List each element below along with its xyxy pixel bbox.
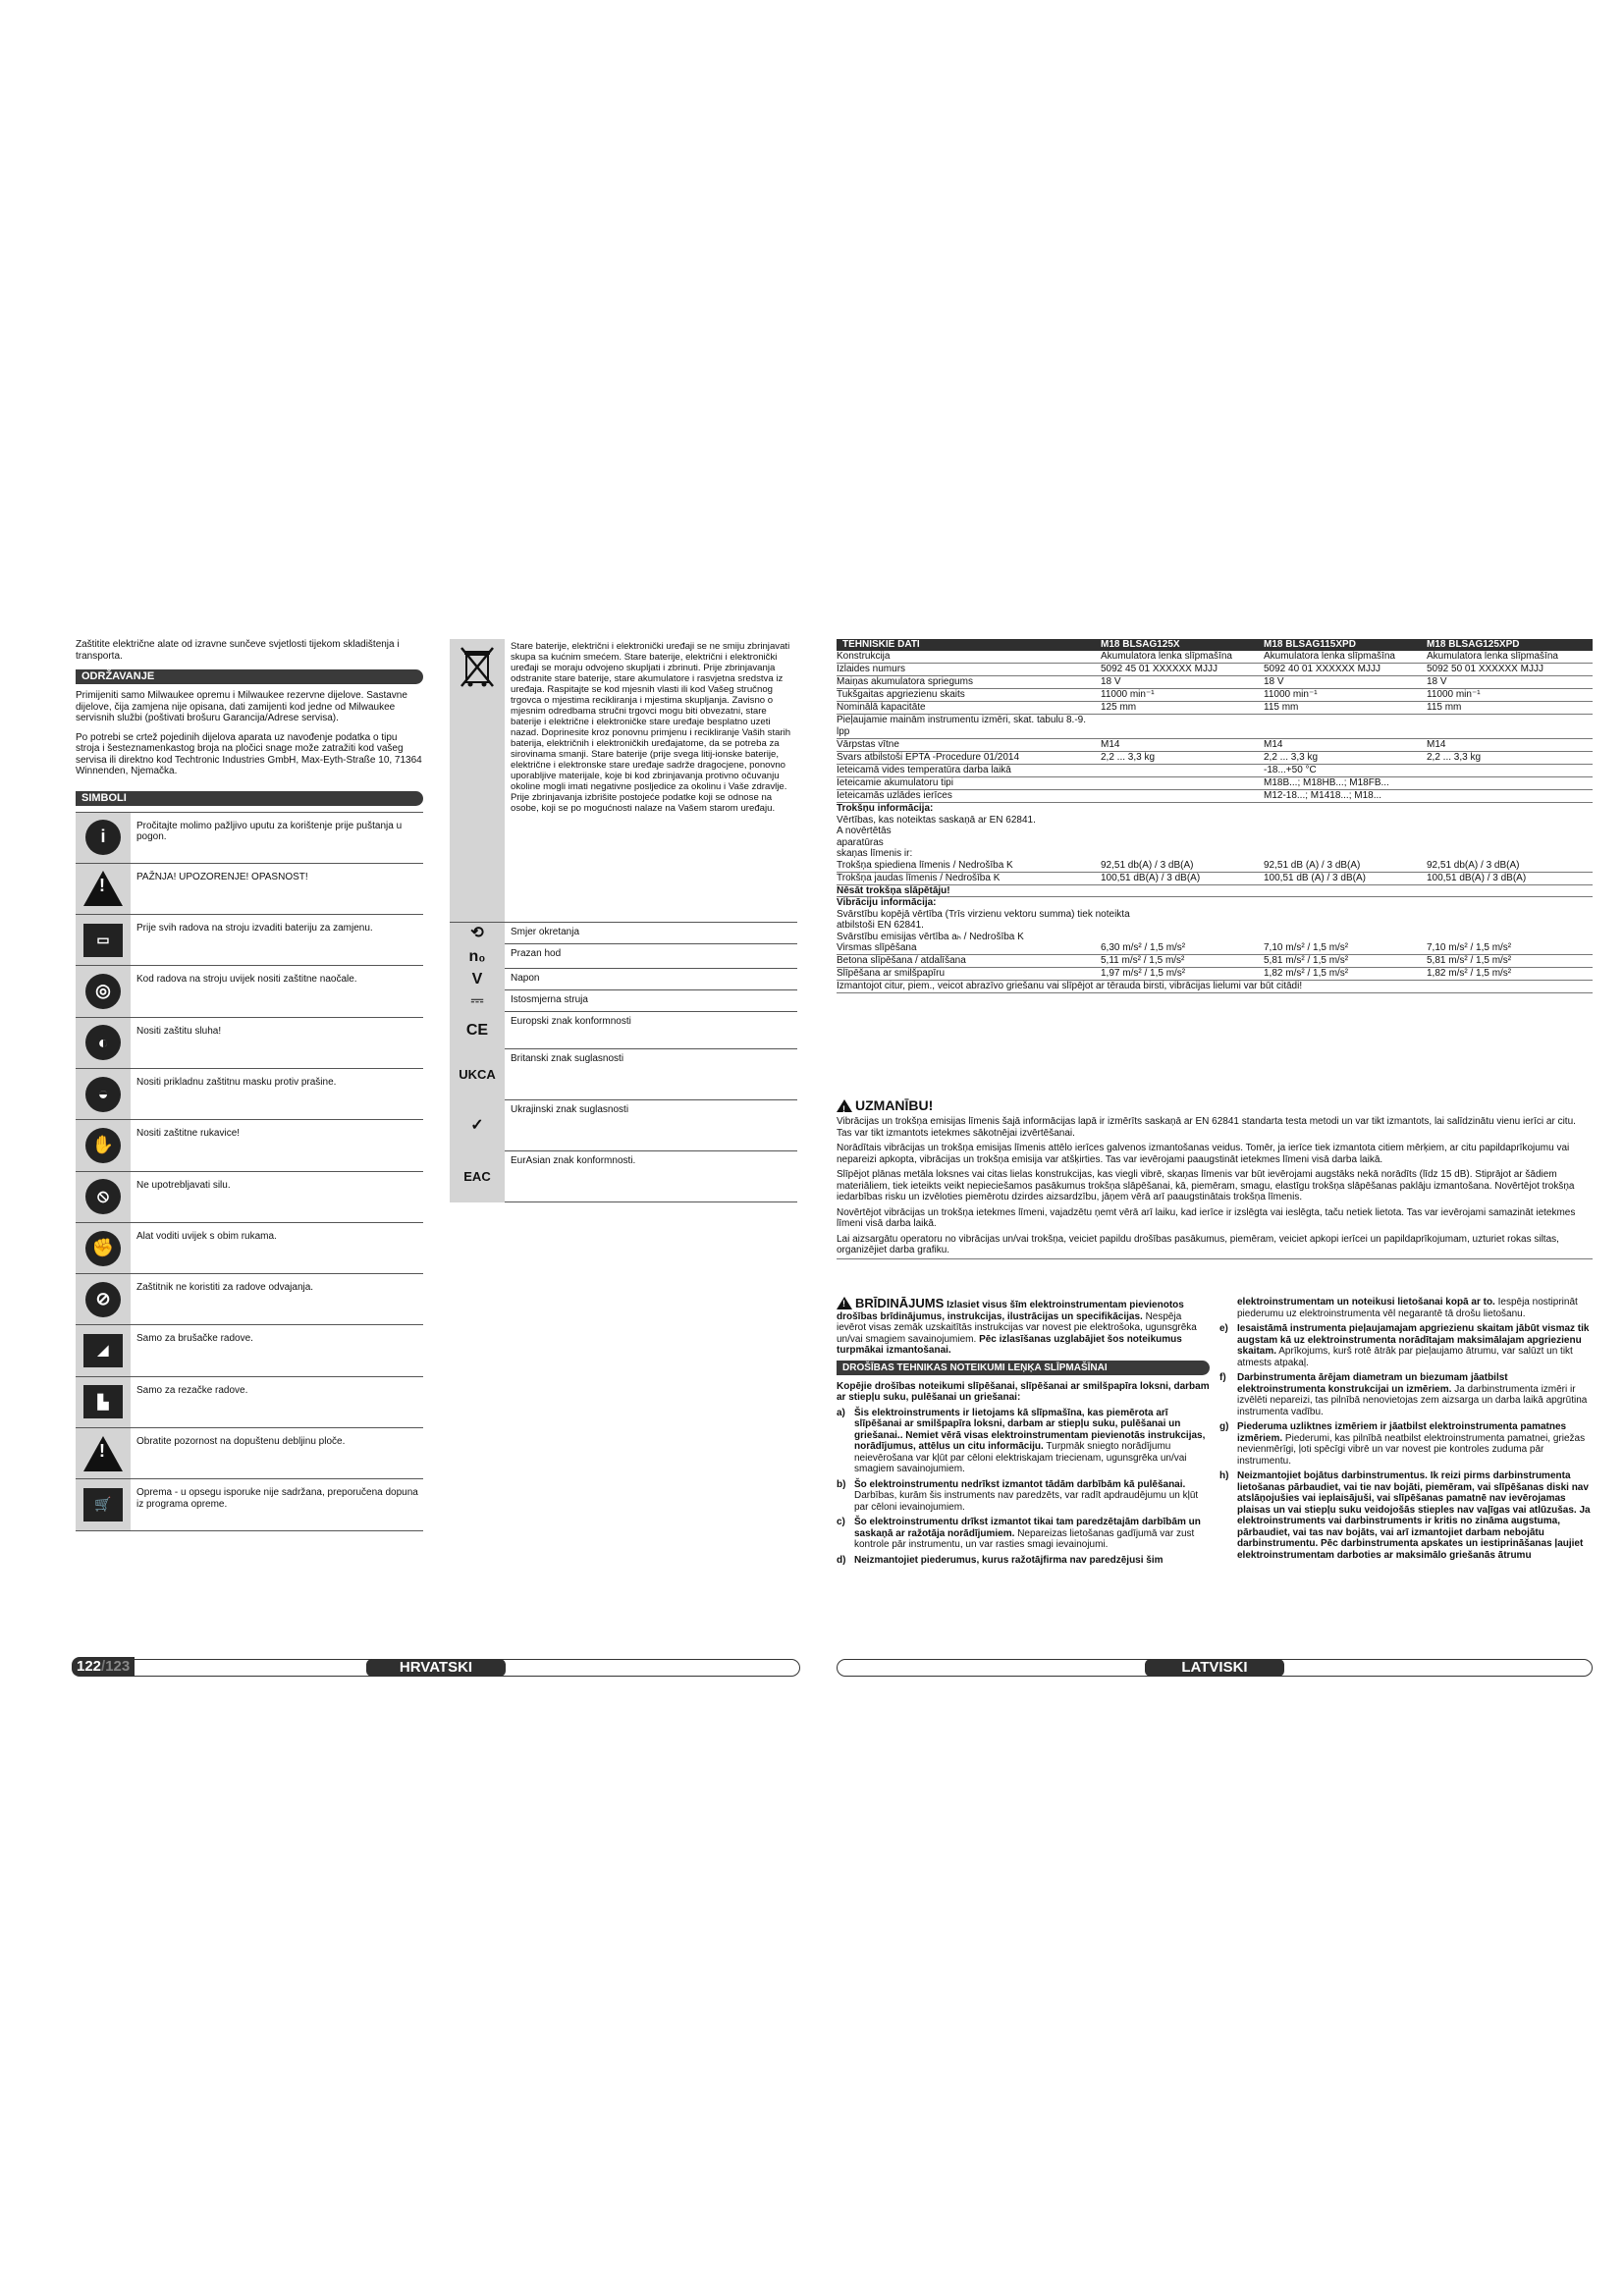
symbols-table: [76, 812, 423, 1531]
tech-row-label: Maiņas akumulatora spriegums: [837, 676, 973, 687]
noise-note: Nēsāt trokšņa slāpētāju!: [837, 885, 1593, 898]
model-header: M18 BLSAG125XPD: [1427, 639, 1520, 650]
safety-item-text: Turpmāk sniegto norādījumu neievērošana var kļūt par cēloni elektriskajam triecienam, ugunsgrēka un/vai smagiem savainojumiem.: [854, 1441, 1187, 1474]
safety-item-text: Ja darbinstrumenta izmēri ir izvēlēti nepareizi, tas pilnībā nenovietojas zem aizsarga un darba laikā apgrūtina instrumenta vadību.: [1237, 1383, 1588, 1417]
attention-paragraph-5: Lai aizsargātu operatoru no vibrācijas un/vai trokšņa, veiciet papildu drošības pasākumus, piemēram, veiciet apkopi ierīcei un papildaprīkojumam, uzturiet rokas siltas, organizējiet darba grafiku.: [837, 1234, 1593, 1259]
safety-item-bold: Šo elektroinstrumentu drīkst izmantot tikai tam paredzētajām darbībām un saskaņā ar ražotāja norādījumiem.: [854, 1517, 1201, 1539]
tech-row-value: 92,51 dB (A) / 3 dB(A): [1264, 859, 1361, 871]
attention-paragraph-2: Norādītais vibrācijas un trokšņa emisijas līmenis attēlo ierīces galvenos izmantošanas veidus. Tomēr, ja ierīce tiek izmantota citiem mērķiem, ar citu papildaprīkojumu vai nepareizi apkopta, vibrācijas un trokšņa emisija var atšķirties. Tas var ievērojami paaugstināt ietekmes līmeni visā darba laikā.: [837, 1143, 1570, 1165]
model-header: M18 BLSAG125X: [1101, 639, 1180, 650]
symbol-text: Prije svih radova na stroju izvaditi bateriju za zamjenu.: [136, 923, 373, 934]
tech-row-value: -18...+50 °C: [1264, 765, 1317, 775]
safety-item: [837, 1408, 1210, 1475]
symbol-row-2: [450, 1151, 797, 1202]
tech-row: [837, 664, 1593, 676]
safety-items: [837, 1408, 1210, 1567]
safety-item-key: a): [837, 1407, 845, 1418]
noise-intro: Vērtības, kas noteiktas saskaņā ar EN 62841.: [837, 814, 1036, 826]
symbol-icon-cell: [76, 813, 131, 863]
safety-item-key: f): [1219, 1372, 1226, 1383]
tech-row-label: Nominālā kapacitāte: [837, 702, 926, 713]
vibration-intro: Svārstību kopējā vērtība (Trīs virzienu vektoru summa) tiek noteikta atbilstoši EN 62841.: [837, 908, 1130, 931]
symbol-row: [76, 1069, 423, 1120]
tech-row-value: M14: [1427, 739, 1446, 750]
tech-row-value: [1427, 790, 1590, 802]
safety-item-body: [1237, 1297, 1593, 1319]
tech-row-value: Akumulatora lenka slīpmašīna: [1427, 651, 1558, 662]
symbol-icon-cell: [76, 1120, 131, 1170]
safety-item-bold: Šo elektroinstrumentu nedrīkst izmantot tādām darbībām kā pulēšanai.: [854, 1478, 1186, 1490]
warning-triangle-icon-2: !: [837, 1297, 852, 1309]
safety-item-key: e): [1219, 1323, 1228, 1334]
tech-row-label: Ieteicamie akumulatoru tipi: [837, 777, 953, 788]
page-number: 122/123: [72, 1657, 135, 1677]
safety-item: [1219, 1372, 1593, 1417]
tech-row-label: Pieļaujamie mainām instrumentu izmēri, skat. tabulu 8.-9. lpp: [837, 715, 1086, 737]
vibration-title: Vibrāciju informācija:: [837, 897, 937, 908]
tech-row-value: 11000 min⁻¹: [1264, 689, 1318, 700]
icon-glyph: !: [99, 1440, 105, 1461]
tech-row-value: 5092 50 01 XXXXXX MJJJ: [1427, 664, 1543, 674]
symbol-row: [76, 813, 423, 864]
tech-row-value: [1427, 765, 1590, 776]
symbol-row: [76, 915, 423, 966]
cutting-only-icon: ▙: [83, 1385, 123, 1418]
tech-row-value: 92,51 db(A) / 3 dB(A): [1101, 859, 1194, 871]
safety-item-bold: Darbinstrumenta ārējam diametram un biezumam jāatbilst elektroinstrumenta konstrukcijai un izmēriem.: [1237, 1372, 1508, 1395]
warning-heading: [837, 1296, 944, 1310]
ce-mark-icon: CE: [450, 1012, 505, 1049]
model-header: M18 BLSAG115XPD: [1264, 639, 1356, 650]
tech-row-value: [1101, 765, 1264, 776]
tech-data: [837, 639, 1593, 993]
symbol-row: [76, 1223, 423, 1274]
symbol-text: Zaštitnik ne koristiti za radove odvajanja.: [136, 1282, 314, 1294]
tech-row-value: 5092 40 01 XXXXXX MJJJ: [1264, 664, 1380, 674]
rotation-arrow-icon: ⟲: [450, 923, 505, 944]
left-footer: [76, 1659, 800, 1677]
tech-row: [837, 765, 1593, 777]
safety-item: [837, 1555, 1210, 1567]
gloves-icon: ✋: [85, 1128, 121, 1163]
middle-column: [450, 639, 797, 1202]
symbol-text-2: Europski znak konformnosti: [511, 1016, 631, 1027]
safety-item-key: d): [837, 1554, 846, 1566]
symbol-text-2: Istosmjerna struja: [511, 994, 588, 1005]
tech-row-label: Trokšņa spiediena līmenis / Nedrošība K: [837, 859, 1013, 871]
symbol-text-2: Ukrajinski znak suglasnosti: [511, 1104, 629, 1115]
tech-row: [837, 651, 1593, 664]
tech-row: [837, 689, 1593, 702]
attention-paragraph-4: Novērtējot vibrācijas un trokšņa ietekmes līmeni, vajadzētu ņemt vērā arī laiku, kad ierīce ir izslēgta vai ieslēgta, taču netiek lietota. Tas var ievērojami samazināt ietekmes līmeni visā darba laikā.: [837, 1206, 1576, 1229]
tech-row: [837, 777, 1593, 790]
symbol-row: [76, 1120, 423, 1171]
safety-item-text: Aprīkojums, kurš rotē ātrāk par pieļaujamo ātrumu, var salūzt un tikt atmests atpakaļ.: [1237, 1346, 1573, 1368]
right-footer: [837, 1659, 1593, 1677]
section-header-maintenance: ODRŽAVANJE: [76, 669, 423, 684]
section-header-symbols: SIMBOLI: [76, 791, 423, 806]
grinding-only-icon: ◢: [83, 1334, 123, 1367]
symbol-row: [76, 1325, 423, 1376]
max-thickness-icon: [83, 1436, 123, 1471]
safety-item-text: Iespēja nostiprināt piederumu uz elektroinstrumenta vēl negarantē tā drošu lietošanu.: [1237, 1297, 1578, 1319]
safety-item: [1219, 1470, 1593, 1561]
safety-item-text: Nepareizas lietošanas gadījumā var zust kontrole pār instrumentu, un var rasties smagi ievainojumi.: [854, 1527, 1195, 1550]
tech-row-label: Vārpstas vītne: [837, 739, 899, 750]
tech-row-value: [1427, 777, 1590, 789]
language-label-left: HRVATSKI: [366, 1659, 506, 1677]
tech-row-value: 5,11 m/s² / 1,5 m/s²: [1101, 955, 1185, 966]
noise-title: Trokšņu informācija:: [837, 803, 934, 814]
safety-item-body: [854, 1517, 1210, 1551]
tech-row-value: 5092 45 01 XXXXXX MJJJ: [1101, 664, 1218, 674]
tech-row: [837, 676, 1593, 689]
tech-row-value: 1,82 m/s² / 1,5 m/s²: [1264, 968, 1349, 979]
tech-row: [837, 702, 1593, 715]
symbol-text: Pročitajte molimo pažljivo uputu za korištenje prije puštanja u pogon.: [136, 820, 403, 842]
tech-row-value: 11000 min⁻¹: [1427, 689, 1481, 700]
warning-block: [837, 1297, 1210, 1357]
warning-text: Izlasiet visus šīm elektroinstrumentam pievienotos drošības brīdinājumus, instrukcijas, ilustrācijas un specifikācijas.: [837, 1300, 1184, 1322]
disposal-block: [450, 639, 797, 923]
symbol-row: [76, 1274, 423, 1325]
symbol-row-2: [450, 944, 797, 969]
vibration-rows: [837, 942, 1593, 981]
tech-rows: [837, 651, 1593, 803]
tech-row: [837, 968, 1593, 981]
symbol-text: Samo za rezačke radove.: [136, 1384, 248, 1396]
symbol-icon-cell: [76, 966, 131, 1016]
safety-item-bold: Piederuma uzliktnes izmēriem ir jāatbilst elektroinstrumenta pamatnes izmēriem.: [1237, 1421, 1567, 1444]
symbol-row: [76, 1377, 423, 1428]
maintenance-paragraph-1: Primijeniti samo Milwaukee opremu i Milwaukee rezervne dijelove. Sastavne dijelove, čija zamjena nije opisana, dati zamijenti kod jedne od Milwaukee servisnih službi (poštivati brošuru Garancija/Adrese servisa).: [76, 690, 407, 723]
safety-item: [837, 1517, 1210, 1551]
dust-mask-icon: ◒: [85, 1077, 121, 1112]
safety-right-column: [1219, 1297, 1593, 1565]
safety-item-bold: Iesaistāmā instrumenta pieļaujamajam apgriezienu skaitam jābūt vismaz tik augstam kā uz elektroinstrumenta norādītajam maksimālajam apgriezienu skaitam.: [1237, 1323, 1590, 1357]
safety-left-column: [837, 1297, 1210, 1570]
symbol-text: Ne upotrebljavati silu.: [136, 1179, 231, 1191]
right-page: [812, 0, 1624, 2296]
safety-item-body: [1237, 1372, 1593, 1417]
symbol-icon-cell: [76, 1479, 131, 1529]
symbol-text: PAŽNJA! UPOZORENJE! OPASNOST!: [136, 871, 308, 882]
volt-icon: V: [450, 969, 505, 990]
tech-row-value: [1427, 715, 1590, 738]
eac-mark-icon: EAC: [450, 1151, 505, 1202]
cart-icon: 🛒: [83, 1488, 123, 1522]
tech-row-value: [1264, 715, 1427, 738]
tech-row-value: [1101, 790, 1264, 802]
tech-row-value: 2,2 ... 3,3 kg: [1427, 752, 1482, 763]
left-column: [76, 639, 423, 1531]
symbol-row-2: [450, 1012, 797, 1049]
warning-icon: [83, 871, 123, 906]
tech-row-value: 100,51 dB (A) / 3 dB(A): [1264, 872, 1366, 883]
symbol-icon-cell: [76, 864, 131, 914]
page-number-next: 123: [105, 1658, 131, 1675]
tech-row: [837, 942, 1593, 955]
warning-title: BRĪDINĀJUMS: [855, 1296, 945, 1310]
attention-heading: [837, 1097, 1593, 1113]
safety-item: [837, 1479, 1210, 1514]
safety-items-2: [1219, 1297, 1593, 1561]
section-header-safety: DROŠĪBAS TEHNIKAS NOTEIKUMI LEŅĶA SLĪPMAŠĪNAI: [837, 1361, 1210, 1375]
safety-item-bold: Neizmantojiet piederumus, kurus ražotājfirma nav paredzējusi šim: [854, 1554, 1164, 1566]
symbol-text: Nositi prikladnu zaštitnu masku protiv prašine.: [136, 1076, 337, 1088]
tech-row-label: Konstrukcija: [837, 651, 891, 662]
symbol-row-2: [450, 1100, 797, 1151]
safety-item-bold: Šis elektroinstruments ir lietojams kā slīpmašīna, kas piemērota arī slīpēšanai ar smilšpapīra loksni, darbam ar stiepļu suku, pulēšanai un griešanai.. Nemiet vērā visas elektroinstrumentam pievienotās instrukcijas, norādījumus, attēlus un citu informāciju.: [854, 1407, 1206, 1452]
tech-row-label: Slīpēšana ar smilšpapīru: [837, 968, 946, 979]
symbols-table-2: [450, 923, 797, 1202]
symbol-row: [76, 1479, 423, 1530]
attention-title: UZMANĪBU!: [855, 1097, 934, 1113]
safety-item: [1219, 1421, 1593, 1467]
tech-row-value: M12-18...; M1418...; M18...: [1264, 790, 1382, 801]
weee-bin-icon: [450, 639, 505, 922]
safety-item-body: [1237, 1470, 1593, 1561]
safety-item-key: c): [837, 1517, 845, 1527]
safety-item-key: [1219, 1297, 1237, 1319]
tech-table-header: [837, 639, 1593, 651]
icon-glyph: !: [99, 876, 105, 896]
attention-paragraph-1: Vibrācijas un trokšņa emisijas līmenis šajā informācijas lapā ir izmērīts saskaņā ar EN 62841 standarta testa metodi un var tikt izmantots, lai salīdzinātu vienu ierīci ar citu. Tas var tikt izmantots ietekmes sākotnējai izvērtēšanai.: [837, 1116, 1576, 1139]
tech-row-label: Ieteicamās uzlādes ierīces: [837, 790, 952, 801]
tech-row: [837, 715, 1593, 739]
tech-model-headers: [1101, 639, 1590, 651]
tech-row-value: Akumulatora lenka slīpmašīna: [1101, 651, 1232, 662]
weee-bin-graphic: [459, 645, 496, 688]
tech-row-label: Svars atbilstoši EPTA -Procedure 01/2014: [837, 752, 1020, 763]
safety-item: [1219, 1297, 1593, 1319]
safety-item-bold: Neizmantojiet bojātus darbinstrumentus. Ik reizi pirms darbinstrumenta lietošanas pārbaudiet, vai tie nav bojāti, piemēram, vai slīpēšanas diski nav atslāņojušies vai ieplaisājuši, vai slīpēšanas pamatnē nav ievērojamas plaisas un vai stiepļu suku veidojošās stieples nav vaļīgas vai atlūzušas. Ja elektroinstruments vai darbinstruments ir kritis no zināma augstuma, pārbaudiet, vai tas nav bojāts, vai arī izmantojiet darbam nebojātu darbinstrumentu. Pēc darbinstrumenta apskates un iestiprināšanas ļaujiet elektroinstrumentam darboties ar maksimālo griešanās ātrumu: [1237, 1470, 1591, 1561]
tech-row: [837, 860, 1593, 873]
tech-row-value: M14: [1264, 739, 1283, 750]
tech-row-value: 100,51 dB(A) / 3 dB(A): [1427, 872, 1527, 883]
symbol-icon-cell: [76, 1428, 131, 1478]
intro-text: Zaštitite električne alate od izravne sunčeve svjetlosti tijekom skladištenja i transporta.: [76, 639, 400, 662]
symbol-text: Nositi zaštitu sluha!: [136, 1025, 222, 1037]
tech-row-value: 11000 min⁻¹: [1101, 689, 1155, 700]
tech-row-value: 100,51 dB(A) / 3 dB(A): [1101, 872, 1201, 883]
symbol-row: [76, 966, 423, 1017]
battery-remove-icon: ▭: [83, 924, 123, 957]
symbol-row-2: [450, 923, 797, 944]
tech-row-value: 5,81 m/s² / 1,5 m/s²: [1264, 955, 1349, 966]
maintenance-paragraph-2: Po potrebi se crtež pojedinih dijelova aparata uz navođenje podatka o tipu stroja i šesteznamenkastog broja na pločici snage može zatražiti kod vašeg servisa ili direktno kod Techtronic Industries GmbH, Max-Eyth-Straße 10, 71364 Winnenden, Njemačka.: [76, 731, 422, 776]
language-label-right: LATVISKI: [1145, 1659, 1284, 1677]
tech-row-label: Ieteicamā vides temperatūra darba laikā: [837, 765, 1011, 775]
tech-row: [837, 752, 1593, 765]
safety-item-body: [1237, 1421, 1593, 1467]
no-guard-cutting-icon: ⊘: [85, 1282, 121, 1317]
tech-row-value: M14: [1101, 739, 1120, 750]
ukraine-mark-icon: ✓: [450, 1100, 505, 1151]
safety-item-bold: elektroinstrumentam un noteikusi lietošanai kopā ar to.: [1237, 1297, 1495, 1308]
safety-item-text: Darbības, kurām šis instruments nav paredzēts, var radīt apdraudējumu un kļūt par cēloni ievainojumiem.: [854, 1490, 1199, 1513]
symbol-text: Kod radova na stroju uvijek nositi zaštitne naočale.: [136, 974, 357, 986]
noise-intro-2: A novērtētās aparatūras skaņas līmenis ir:: [837, 826, 913, 859]
two-hands-icon: ✊: [85, 1231, 121, 1266]
safety-item-text: Piederumi, kas pilnībā neatbilst elektroinstrumenta pamatnei, griežas nevienmērīgi, ļoti spēcīgi vibrē un var novest pie kontroles zuduma pār instrumentu.: [1237, 1432, 1586, 1467]
ear-protection-icon: ◐: [85, 1025, 121, 1060]
tech-row-value: [1101, 777, 1264, 789]
symbol-row-2: [450, 969, 797, 990]
symbol-row: [76, 864, 423, 915]
symbol-text: Alat voditi uvijek s obim rukama.: [136, 1230, 277, 1242]
tech-row-value: 18 V: [1264, 676, 1284, 687]
attention-section: [837, 1097, 1593, 1263]
tech-row-value: [1101, 715, 1264, 738]
symbol-row: [76, 1428, 423, 1479]
tech-row-value: M18B...; M18HB...; M18FB...: [1264, 777, 1389, 788]
tech-row-value: 125 mm: [1101, 702, 1137, 713]
symbol-icon-cell: [76, 1018, 131, 1068]
symbol-icon-cell: [76, 1377, 131, 1427]
symbol-row-2: [450, 990, 797, 1012]
symbol-row: [76, 1172, 423, 1223]
tech-row-value: 6,30 m/s² / 1,5 m/s²: [1101, 942, 1186, 953]
tech-row: [837, 873, 1593, 885]
tech-row-value: 18 V: [1427, 676, 1447, 687]
safety-item-key: g): [1219, 1421, 1229, 1432]
symbol-icon-cell: [76, 1223, 131, 1273]
safety-item-body: [854, 1479, 1210, 1514]
symbol-icon-cell: [76, 1274, 131, 1324]
symbol-icon-cell: [76, 1069, 131, 1119]
warning-text-3: Pēc izlasīšanas uzglabājiet šos noteikumus turpmākai izmantošanai.: [837, 1333, 1182, 1356]
goggles-icon: ◎: [85, 974, 121, 1009]
safety-item-key: h): [1219, 1470, 1229, 1481]
no-force-icon: ⦸: [85, 1179, 121, 1214]
tech-header-title: TEHNISKIE DATI: [842, 639, 920, 650]
safety-intro: Kopējie drošības noteikumi slīpēšanai, slīpēšanai ar smilšpapīra loksni, darbam ar stiepļu suku, pulēšanai un griešanai:: [837, 1380, 1210, 1403]
safety-item-body: [854, 1408, 1210, 1475]
page-number-current: 122: [77, 1658, 102, 1675]
tech-row-value: 18 V: [1101, 676, 1121, 687]
attention-paragraph-3: Slīpējot plānas metāla loksnes vai citas lielas konstrukcijas, kas viegli vibrē, skaņas līmenis var būt ievērojami augstāks nekā norādīts (līdz 15 dB). Stiprājot ar šādiem materiāliem, tiek ieteikts veikt nepieciešamos pasākumus trokšņa slāpēšanai, kā, piemēram, smagu, elastīgu trokšņa slāpēšanas paklāju izmantošana. Novērtējot trokšņa iedarbības risku un izvēloties piemērotu dzirdes aizsardzību, jāņem vērā arī paaugstinātais trokšņa līmenis.: [837, 1169, 1575, 1202]
safety-item-body: [1237, 1323, 1593, 1368]
tech-row-label: Tukšgaitas apgriezienu skaits: [837, 689, 965, 700]
tech-row: [837, 739, 1593, 752]
symbol-text-2: EurAsian znak konformnosti.: [511, 1155, 636, 1166]
symbol-text-2: Smjer okretanja: [511, 927, 580, 937]
tech-row-value: Akumulatora lenka slīpmašīna: [1264, 651, 1395, 662]
vibration-intro-2: Svārstību emisijas vērtība aₕ / Nedrošība K: [837, 931, 1024, 942]
tech-row-value: 7,10 m/s² / 1,5 m/s²: [1427, 942, 1512, 953]
symbol-icon-cell: [76, 1172, 131, 1222]
tech-row: [837, 790, 1593, 803]
vibration-note: Izmantojot citur, piem., veicot abrazīvo griešanu vai slīpējot ar tērauda birsti, vibrācijas lielumi var būt citādi!: [837, 981, 1593, 993]
dc-icon: ⎓: [450, 990, 505, 1012]
symbol-text-2: Prazan hod: [511, 948, 562, 959]
symbol-text-2: Britanski znak suglasnosti: [511, 1053, 624, 1064]
symbol-text: Samo za brušačke radove.: [136, 1333, 253, 1345]
symbol-text: Oprema - u opsegu isporuke nije sadržana, preporučena dopuna iz programa opreme.: [136, 1487, 418, 1510]
tech-row-value: 92,51 db(A) / 3 dB(A): [1427, 859, 1520, 871]
symbol-text: Nositi zaštitne rukavice!: [136, 1128, 241, 1140]
tech-row-value: 1,97 m/s² / 1,5 m/s²: [1101, 968, 1186, 979]
n0-icon: n₀: [450, 944, 505, 969]
tech-row-value: 2,2 ... 3,3 kg: [1101, 752, 1156, 763]
disposal-text: Stare baterije, električni i elektronički uređaji se ne smiju zbrinjavati skupa sa kućnim smećem. Stare baterije, električni i elektronički uređaji se moraju odvojeno skupljati i zbrinuti. Prije zbrinjavanja odstranite stare baterije, stare akumulatore i rasvjetna sredstva iz uređaja. Raspitajte se kod mjesnih vlasti ili kod Vašeg stručnog trgovca o mjestima recikliranja i mjestima skupljanja. Zavisno o mjesnim odredbama stručni trgovci mogu biti obvezatni, stare baterije i električne i elektroničke stare uređaje besplatno uzeti nazad. Doprinesite kroz ponovnu primjenu i recikliranje Vaših starih baterija, električnih i elektroničkih uređajatome, da se potreba za sirovinama smanji. Stare baterije (prije svega litij-ionske baterije, električne i elektronske stare uređaje sadrže dragocjene, ponovno uporabljive materijale, koje bi kod zbrinjavanja protivno očuvanju okoline mogli imati negativne posljedice za okolinu i Vaše zdravlje. Prije zbrinjavanja izbrišite postojeće podatke koji se odnose na osobe, koji se po mogućnosti nalaze na Vašem starom uređaju.: [511, 641, 791, 814]
symbol-row: [76, 1018, 423, 1069]
symbol-text-2: Napon: [511, 973, 540, 984]
tech-row-value: 115 mm: [1427, 702, 1462, 713]
tech-row-label: Virsmas slīpēšana: [837, 942, 917, 953]
tech-row: [837, 955, 1593, 968]
safety-item: [1219, 1323, 1593, 1368]
tech-row-value: 7,10 m/s² / 1,5 m/s²: [1264, 942, 1349, 953]
manual-icon: i: [85, 820, 121, 855]
tech-row-label: Trokšņa jaudas līmenis / Nedrošība K: [837, 872, 1001, 883]
symbol-row-2: [450, 1049, 797, 1100]
tech-row-value: 2,2 ... 3,3 kg: [1264, 752, 1319, 763]
safety-item-body: [854, 1555, 1164, 1567]
warning-text-2: Nespēja ievērot visas zemāk uzskaitītās instrukcijas var novest pie elektrošoka, ugunsgrēka un/vai smagiem savainojumiem.: [837, 1310, 1197, 1345]
tech-row-value: 115 mm: [1264, 702, 1299, 713]
tech-row-label: Betona slīpēšana / atdalīšana: [837, 955, 966, 966]
tech-row-value: 1,82 m/s² / 1,5 m/s²: [1427, 968, 1512, 979]
symbol-icon-cell: [76, 915, 131, 965]
symbol-text: Obratite pozornost na dopuštenu debljinu ploče.: [136, 1436, 346, 1448]
tech-row-label: Izlaides numurs: [837, 664, 906, 674]
tech-row-value: 5,81 m/s² / 1,5 m/s²: [1427, 955, 1512, 966]
symbol-icon-cell: [76, 1325, 131, 1375]
safety-item-key: b): [837, 1478, 846, 1490]
noise-rows: [837, 860, 1593, 885]
ukca-mark-icon: UKCA: [450, 1049, 505, 1100]
warning-triangle-icon: !: [837, 1099, 852, 1112]
